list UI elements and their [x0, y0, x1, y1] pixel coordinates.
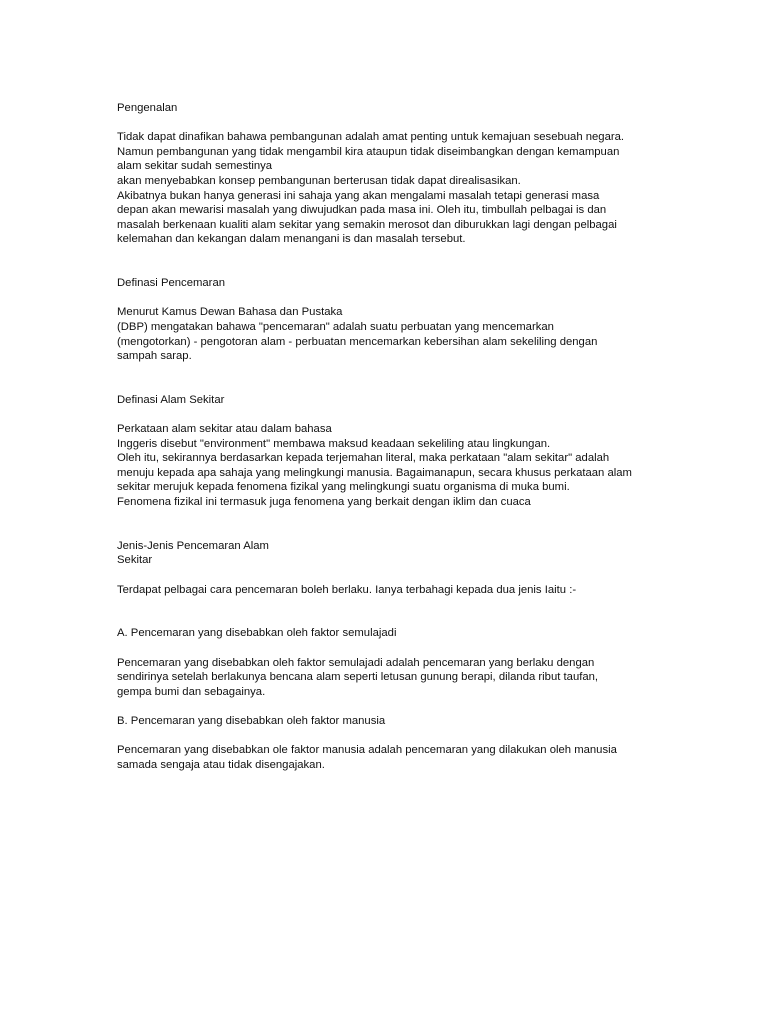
heading-jenis-pencemaran: Jenis-Jenis Pencemaran Alam — [117, 539, 269, 552]
heading-jenis-pencemaran-cont: Sekitar — [117, 554, 153, 567]
paragraph-line: Pencemaran yang disebabkan ole faktor manusia adalah pencemaran yang dilakukan oleh manusia — [117, 744, 617, 757]
paragraph-line: Tidak dapat dinafikan bahawa pembangunan adalah amat penting untuk kemajuan sesebuah negara. — [117, 131, 625, 144]
paragraph-line: Akibatnya bukan hanya generasi ini sahaja yang akan mengalami masalah tetapi generasi masa — [117, 189, 600, 202]
paragraph-line: Oleh itu, sekirannya berdasarkan kepada terjemahan literal, maka perkataan "alam sekitar" adalah — [117, 452, 610, 465]
paragraph-line: kelemahan dan kekangan dalam menangani is dan masalah tersebut. — [117, 233, 466, 246]
heading-definasi-pencemaran: Definasi Pencemaran — [117, 277, 226, 290]
subheading-faktor-manusia: B. Pencemaran yang disebabkan oleh faktor manusia — [117, 714, 386, 727]
subheading-faktor-semulajadi: A. Pencemaran yang disebabkan oleh faktor semulajadi — [117, 627, 397, 640]
paragraph-line: alam sekitar sudah semestinya — [117, 160, 273, 173]
paragraph-line: Namun pembangunan yang tidak mengambil kira ataupun tidak diseimbangkan dengan kemampuan — [117, 145, 620, 158]
paragraph-line: sekitar merujuk kepada fenomena fizikal yang melingkungi suatu organisma di muka bumi. — [117, 481, 570, 494]
paragraph-line: Pencemaran yang disebabkan oleh faktor semulajadi adalah pencemaran yang berlaku dengan — [117, 656, 595, 669]
paragraph-line: samada sengaja atau tidak disengajakan. — [117, 758, 325, 771]
paragraph-line: Inggeris disebut "environment" membawa maksud keadaan sekeliling atau lingkungan. — [117, 437, 551, 450]
paragraph-line: (mengotorkan) - pengotoran alam - perbuatan mencemarkan kebersihan alam sekeliling dengan — [117, 335, 598, 348]
paragraph-line: sampah sarap. — [117, 350, 192, 363]
document-page — [117, 101, 650, 772]
paragraph-line: Fenomena fizikal ini termasuk juga fenomena yang berkait dengan iklim dan cuaca — [117, 496, 531, 509]
paragraph-line: masalah berkenaan kualiti alam sekitar yang semakin merosot dan diburukkan lagi dengan pelbagai — [117, 218, 617, 231]
heading-definasi-alam-sekitar: Definasi Alam Sekitar — [117, 393, 225, 406]
paragraph-line: sendirinya setelah berlakunya bencana alam seperti letusan gunung berapi, dilanda ribut taufan, — [117, 671, 599, 684]
paragraph-line: depan akan mewarisi masalah yang diwujudkan pada masa ini. Oleh itu, timbullah pelbagai is dan — [117, 204, 607, 217]
heading-pengenalan: Pengenalan — [117, 102, 178, 114]
paragraph-line: Perkataan alam sekitar atau dalam bahasa — [117, 423, 332, 436]
paragraph-line: Terdapat pelbagai cara pencemaran boleh berlaku. Ianya terbahagi kepada dua jenis Iaitu :- — [117, 583, 577, 596]
paragraph-line: menuju kepada apa sahaja yang melingkungi manusia. Bagaimanapun, secara khusus perkataan alam — [117, 466, 632, 479]
paragraph-line: Menurut Kamus Dewan Bahasa dan Pustaka — [117, 306, 343, 319]
paragraph-line: gempa bumi dan sebagainya. — [117, 685, 266, 698]
paragraph-line: (DBP) mengatakan bahawa "pencemaran" adalah suatu perbuatan yang mencemarkan — [117, 320, 554, 333]
paragraph-line: akan menyebabkan konsep pembangunan berterusan tidak dapat direalisasikan. — [117, 174, 521, 187]
